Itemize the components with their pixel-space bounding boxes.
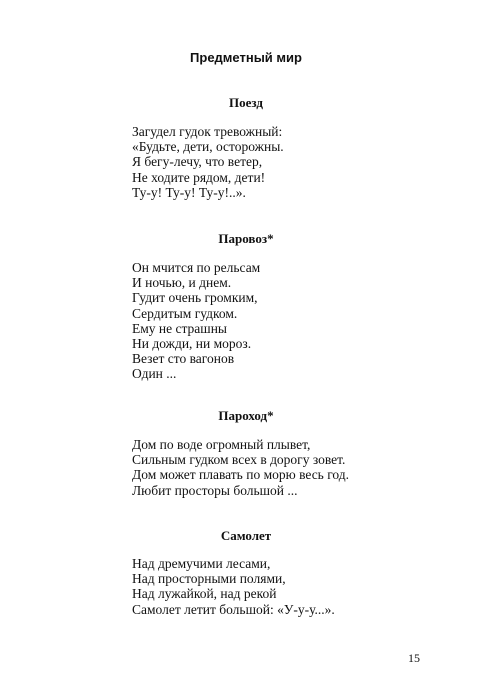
poem-title-poezd: Поезд [229,95,263,110]
section-title: Предметный мир [190,50,302,65]
poem-line: Любит просторы большой ... [132,482,298,498]
poem-line: Гудит очень громким, [132,290,258,306]
poem-line: Он мчится по рельсам [132,260,261,275]
poem-line: Сердитым гудком. [132,305,238,321]
poem-title-samolet: Самолет [220,528,272,543]
poem-line: Не ходите рядом, дети! [132,169,266,185]
poem-title-parovoz: Паровоз* [218,231,274,246]
poem-line: Над дремучими лесами, [132,556,271,571]
poem-title-parokhod: Пароход* [218,408,274,423]
poem-line: Ни дожди, ни мороз. [132,336,252,352]
poem-body-parovoz [132,260,260,382]
poem-body-parokhod [132,437,349,498]
poem-line: Дом по воде огромный плывет, [132,437,311,452]
poem-line: Сильным гудком всех в дорогу зовет. [132,452,346,468]
poem-line: Ту-у! Ту-у! Ту-у!..». [132,184,246,200]
poem-line: Загудел гудок тревожный: [132,124,283,139]
poem-line: Везет сто вагонов [132,351,235,367]
poem-line: Я бегу-лечу, что ветер, [132,154,263,170]
poem-line: Один ... [132,366,177,382]
poem-body-samolet [132,556,335,617]
poem-line: Ему не страшны [132,320,227,336]
poem-line: И ночью, и днем. [132,275,232,291]
poem-line: Самолет летит большой: «У-у-у...». [132,601,335,617]
poem-line: Над просторными полями, [132,571,286,587]
poem-line: Дом может плавать по морю весь год. [132,467,350,483]
page-number: 15 [408,651,420,665]
poem-line: «Будьте, дети, осторожны. [132,139,284,155]
poem-body-poezd [132,124,284,200]
poem-line: Над лужайкой, над рекой [132,586,277,602]
